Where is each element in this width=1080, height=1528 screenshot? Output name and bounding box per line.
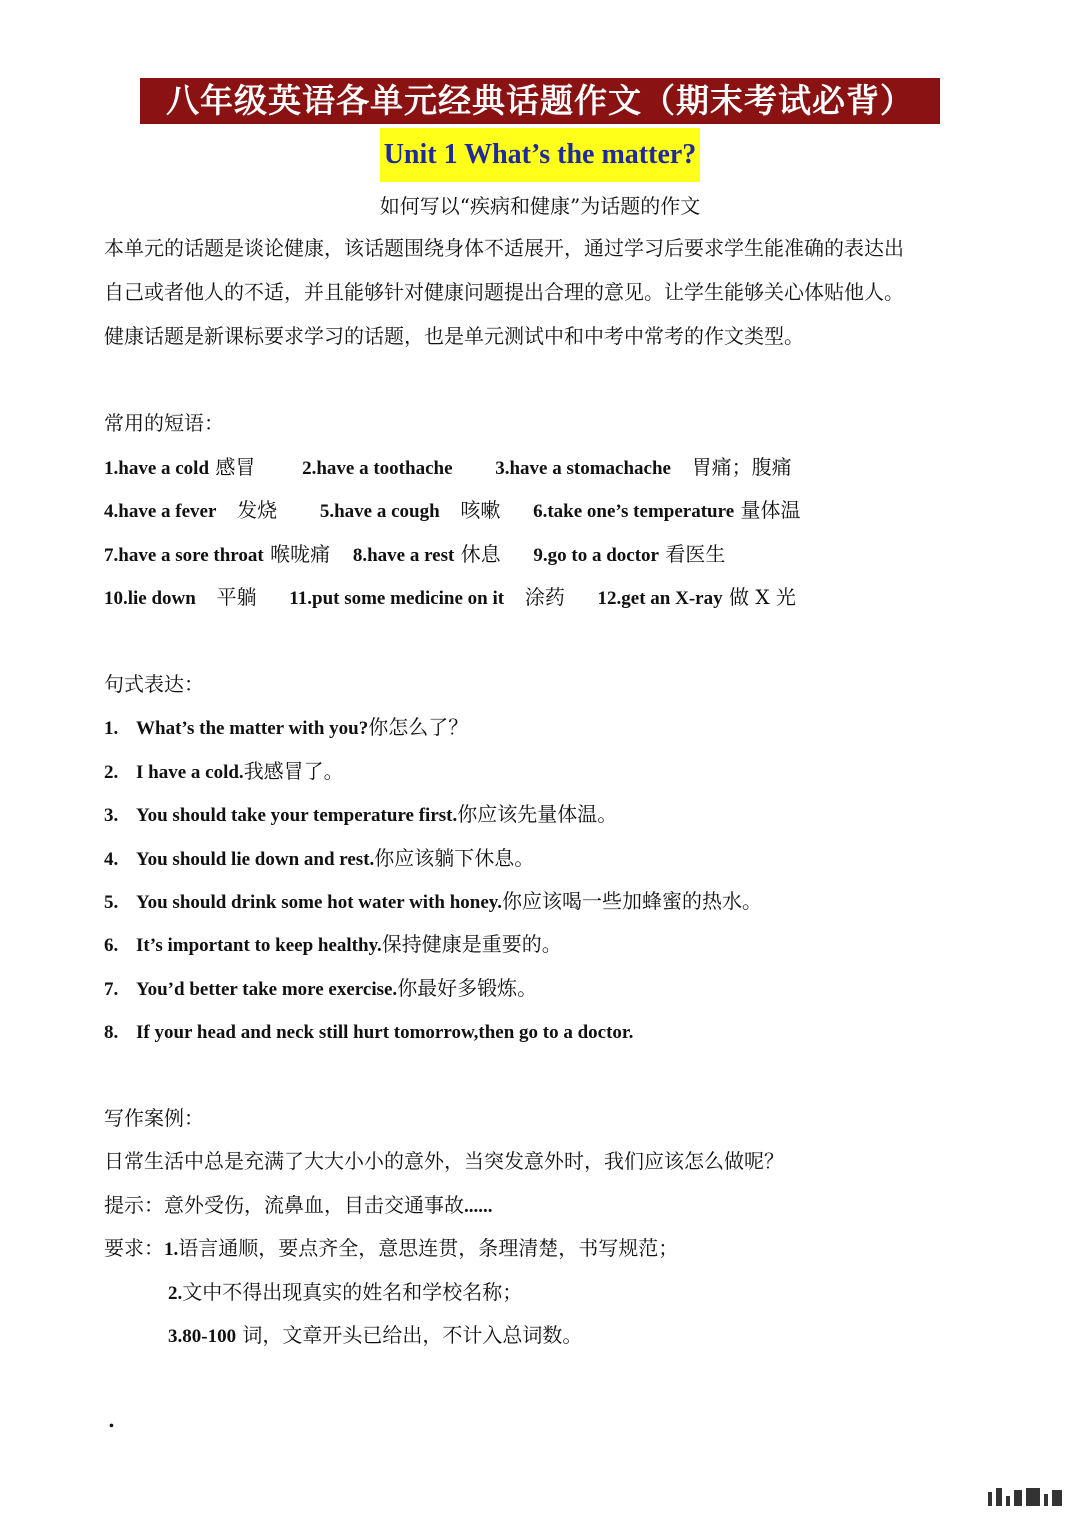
- phrase-en: 8.have a rest: [352, 545, 455, 566]
- sentence-number: 8.: [104, 1022, 119, 1043]
- requirement-text: 语言通顺，要点齐全，意思连贯，条理清楚，书写规范；: [178, 1236, 679, 1260]
- sentence-item: [104, 711, 468, 745]
- hint-dots: ......: [464, 1196, 493, 1217]
- sentence-item: [104, 798, 617, 832]
- phrase-en: 3.have a stomachache: [495, 458, 671, 479]
- sentence-zh: 你怎么了？: [368, 715, 469, 739]
- phrase-en: 1.have a cold: [104, 458, 210, 479]
- sentence-zh: 你应该喝一些加蜂蜜的热水。: [502, 889, 763, 913]
- footer-dot: .: [108, 1408, 115, 1432]
- page-title: 八年级英语各单元经典话题作文（期末考试必背）: [140, 78, 940, 124]
- phrase-row: [104, 451, 792, 485]
- sentence-number: 5.: [104, 892, 119, 913]
- sentence-item: [104, 885, 762, 919]
- sentence-number: 1.: [104, 718, 119, 739]
- requirement-text: 词，文章开头已给出，不计入总词数。: [236, 1323, 583, 1347]
- phrase-zh: 感冒: [215, 455, 256, 479]
- hint-label: 提示：: [104, 1193, 164, 1217]
- sentence-en: You should take your temperature first.: [136, 805, 458, 826]
- sentence-item: [104, 1015, 633, 1049]
- unit-title: Unit 1 What’s the matter?: [380, 128, 701, 182]
- sentence-item: [104, 972, 537, 1006]
- sentence-zh: 你应该躺下休息。: [374, 846, 535, 870]
- sentences-heading: 句式表达：: [104, 672, 204, 696]
- sentence-number: 7.: [104, 979, 119, 1000]
- requirement-text: 文中不得出现真实的姓名和学校名称；: [182, 1280, 523, 1304]
- sentence-en: You should lie down and rest.: [136, 849, 375, 870]
- phrases-heading: 常用的短语：: [104, 411, 224, 435]
- unit-title-wrap: [0, 128, 1080, 182]
- phrase-row: [104, 581, 796, 615]
- phrase-row: [104, 494, 800, 528]
- phrase-row: [104, 538, 725, 572]
- phrase-en: 6.take one’s temperature: [533, 501, 735, 522]
- sentence-item: [104, 928, 562, 962]
- phrase-zh: 休息: [460, 542, 501, 566]
- phrase-zh: 平躺: [216, 585, 257, 609]
- phrase-zh: 涂药: [524, 585, 565, 609]
- phrase-zh: 胃痛；腹痛: [691, 455, 792, 479]
- hint-text: 意外受伤，流鼻血，目击交通事故: [164, 1193, 464, 1217]
- sentence-en: What’s the matter with you?: [136, 718, 369, 739]
- intro-line-1: 本单元的话题是谈论健康，该话题围绕身体不适展开，通过学习后要求学生能准确的表达出: [104, 236, 904, 260]
- watermark-icon: [988, 1488, 1062, 1506]
- requirement-number: 3.80-100: [168, 1326, 237, 1347]
- intro-line-3: 健康话题是新课标要求学习的话题，也是单元测试中和中考中常考的作文类型。: [104, 324, 804, 348]
- subtitle: 如何写以“疾病和健康”为话题的作文: [379, 194, 701, 218]
- writing-prompt: 日常生活中总是充满了大大小小的意外，当突发意外时，我们应该怎么做呢？: [104, 1149, 784, 1173]
- phrase-zh: 看医生: [665, 542, 726, 566]
- intro-line-2: 自己或者他人的不适，并且能够针对健康问题提出合理的意见。让学生能够关心体贴他人。: [104, 280, 904, 304]
- requirement-label: 要求：: [104, 1236, 164, 1260]
- sentence-zh: 保持健康是重要的。: [381, 932, 562, 956]
- sentence-zh: 我感冒了。: [243, 759, 344, 783]
- phrase-zh: 咳嗽: [460, 498, 501, 522]
- sentence-en: If your head and neck still hurt tomorrow,then go to a doctor.: [136, 1022, 634, 1043]
- writing-heading: 写作案例：: [104, 1106, 204, 1130]
- phrase-en: 12.get an X-ray: [597, 588, 723, 609]
- writing-requirement-2: [168, 1276, 522, 1310]
- phrase-en: 7.have a sore throat: [104, 545, 264, 566]
- phrase-en: 4.have a fever: [104, 501, 217, 522]
- sentence-zh: 你应该先量体温。: [457, 802, 618, 826]
- sentence-zh: 你最好多锻炼。: [397, 976, 538, 1000]
- sentence-number: 2.: [104, 762, 119, 783]
- sentence-item: [104, 842, 534, 876]
- sentence-en: It’s important to keep healthy.: [136, 935, 382, 956]
- writing-requirement-1: [104, 1232, 678, 1266]
- phrase-en: 5.have a cough: [319, 501, 440, 522]
- phrase-zh: 发烧: [237, 498, 278, 522]
- phrase-zh: 量体温: [740, 498, 801, 522]
- sentence-number: 6.: [104, 935, 119, 956]
- phrase-zh: 做 X 光: [728, 585, 796, 609]
- writing-hint: [104, 1189, 493, 1223]
- writing-requirement-3: [168, 1319, 582, 1353]
- phrase-en: 11.put some medicine on it: [289, 588, 505, 609]
- requirement-number: 1.: [164, 1239, 179, 1260]
- requirement-number: 2.: [168, 1283, 183, 1304]
- phrase-zh: 喉咙痛: [270, 542, 331, 566]
- sentence-en: You should drink some hot water with honey.: [136, 892, 503, 913]
- sentence-en: You’d better take more exercise.: [136, 979, 398, 1000]
- phrase-en: 9.go to a doctor: [533, 545, 659, 566]
- phrase-en: 10.lie down: [104, 588, 196, 609]
- sentence-item: [104, 755, 344, 789]
- phrase-en: 2.have a toothache: [302, 458, 453, 479]
- sentence-en: I have a cold.: [136, 762, 244, 783]
- sentence-number: 3.: [104, 805, 119, 826]
- sentence-number: 4.: [104, 849, 119, 870]
